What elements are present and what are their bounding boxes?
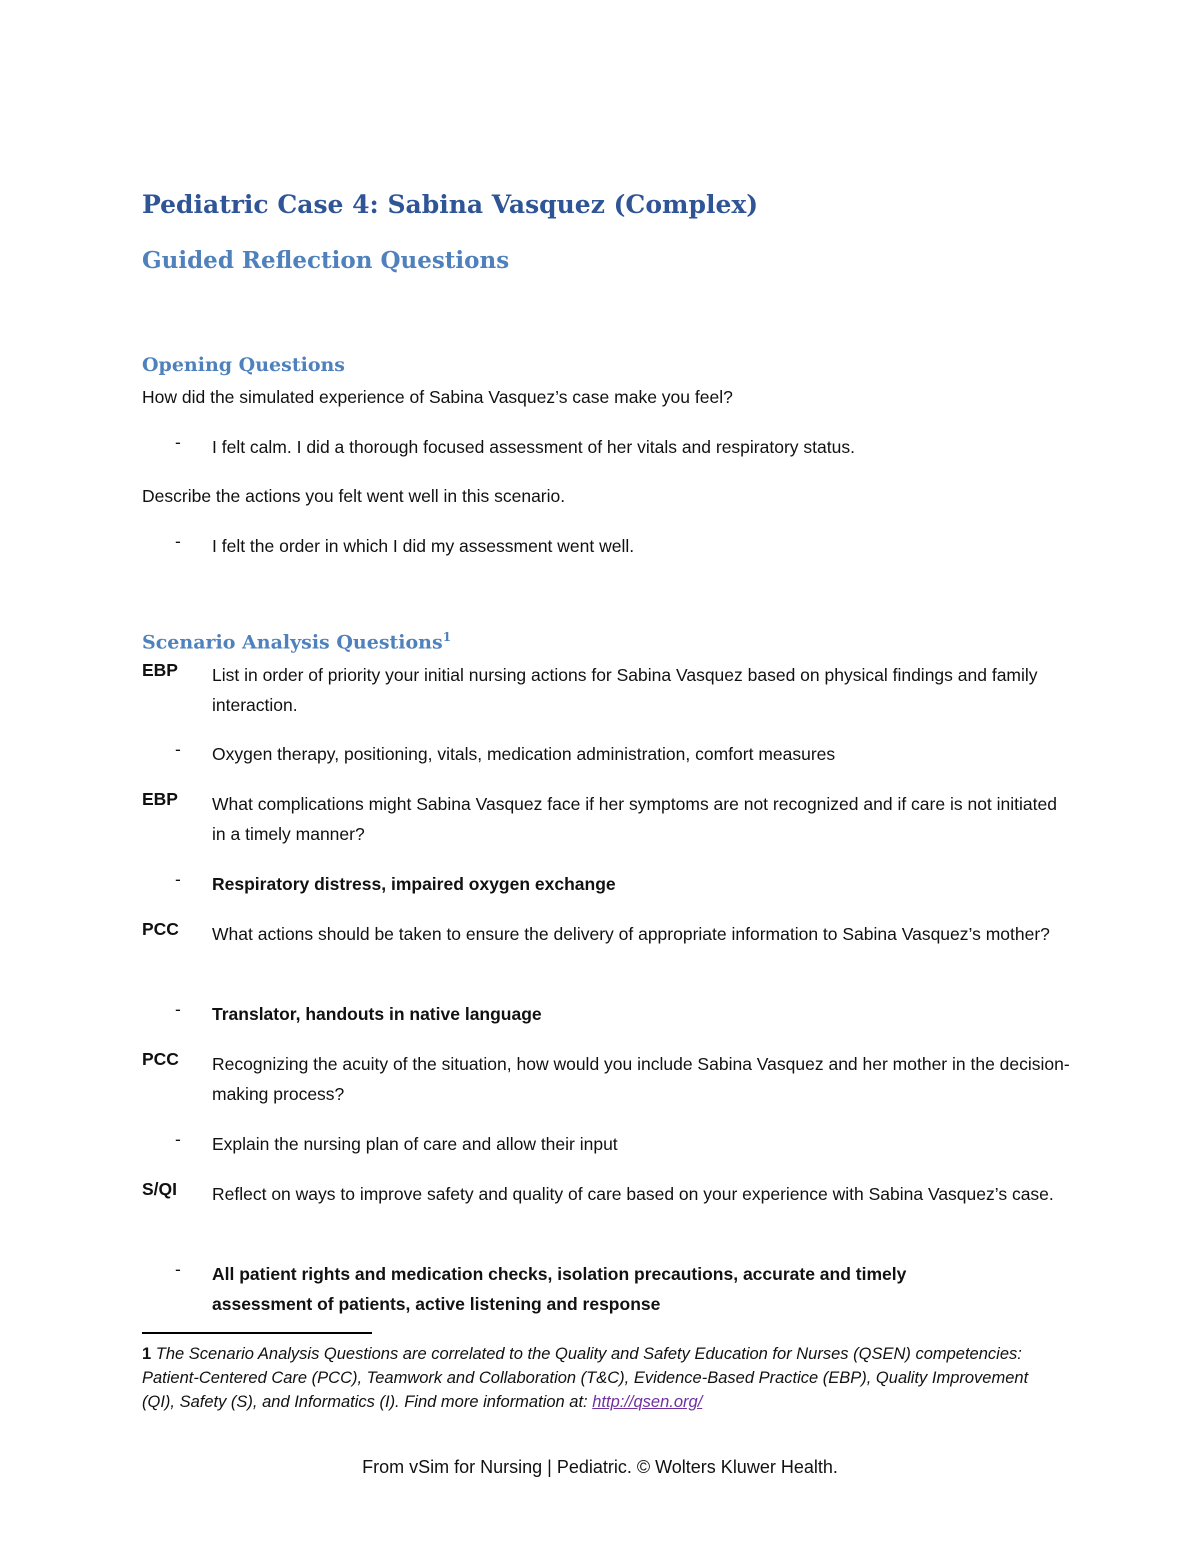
competency-code: PCC bbox=[142, 1049, 179, 1069]
scenario-analysis-heading-text: Scenario Analysis Questions bbox=[142, 631, 443, 654]
analysis-answer: All patient rights and medication checks, isolation precautions, accurate and timely assessment of patients, active listening and response bbox=[212, 1264, 907, 1314]
analysis-answer: Oxygen therapy, positioning, vitals, medication administration, comfort measures bbox=[212, 744, 836, 764]
analysis-answer: Respiratory distress, impaired oxygen exchange bbox=[212, 874, 616, 894]
competency-code: S/QI bbox=[142, 1179, 178, 1199]
footnote-divider bbox=[142, 1332, 372, 1334]
footnote-reference: 1 bbox=[442, 630, 452, 644]
bullet-dash: - bbox=[175, 1259, 181, 1279]
analysis-question: What complications might Sabina Vasquez face if her symptoms are not recognized and if care is not initiated in a timely manner? bbox=[212, 794, 1057, 844]
opening-answer-2: I felt the order in which I did my assessment went well. bbox=[212, 536, 635, 556]
footnote bbox=[142, 1342, 1042, 1414]
opening-question-1: How did the simulated experience of Sabina Vasquez’s case make you feel? bbox=[142, 387, 733, 407]
scenario-analysis-heading bbox=[142, 630, 451, 653]
competency-code: EBP bbox=[142, 660, 178, 680]
opening-questions-heading: Opening Questions bbox=[142, 354, 345, 376]
footnote-number: 1 bbox=[142, 1345, 152, 1363]
bullet-dash: - bbox=[175, 999, 181, 1019]
bullet-dash: - bbox=[175, 739, 181, 759]
footnote-text: The Scenario Analysis Questions are correlated to the Quality and Safety Education for Nurses (QSEN) competencies: Patient-Centered Care (PCC), Teamwork and Collaboration (T&C), Evidence-Based Practice (EBP), Quality Improvement (QI), Safety (S), and Informatics (I). Find more information at: bbox=[142, 1345, 1029, 1411]
analysis-question: Reflect on ways to improve safety and quality of care based on your experience with Sabina Vasquez’s case. bbox=[212, 1184, 1054, 1204]
page-title: Pediatric Case 4: Sabina Vasquez (Complex) bbox=[142, 190, 759, 219]
qsen-link[interactable]: http://qsen.org/ bbox=[592, 1393, 703, 1411]
bullet-dash: - bbox=[175, 869, 181, 889]
competency-code: PCC bbox=[142, 919, 179, 939]
analysis-question: What actions should be taken to ensure the delivery of appropriate information to Sabina Vasquez’s mother? bbox=[212, 924, 1050, 944]
analysis-answer: Translator, handouts in native language bbox=[212, 1004, 542, 1024]
analysis-answer: Explain the nursing plan of care and allow their input bbox=[212, 1134, 618, 1154]
analysis-question: Recognizing the acuity of the situation, how would you include Sabina Vasquez and her mother in the decision-making process? bbox=[212, 1054, 1070, 1104]
opening-answer-1: I felt calm. I did a thorough focused assessment of her vitals and respiratory status. bbox=[212, 437, 855, 457]
opening-question-2: Describe the actions you felt went well in this scenario. bbox=[142, 486, 566, 506]
competency-code: EBP bbox=[142, 789, 178, 809]
page-footer: From vSim for Nursing | Pediatric. © Wolters Kluwer Health. bbox=[362, 1457, 838, 1477]
bullet-dash: - bbox=[175, 1129, 181, 1149]
page-subtitle: Guided Reflection Questions bbox=[142, 247, 510, 274]
analysis-question: List in order of priority your initial nursing actions for Sabina Vasquez based on physical findings and family interaction. bbox=[212, 665, 1038, 715]
bullet-dash: - bbox=[175, 432, 181, 452]
bullet-dash: - bbox=[175, 531, 181, 551]
